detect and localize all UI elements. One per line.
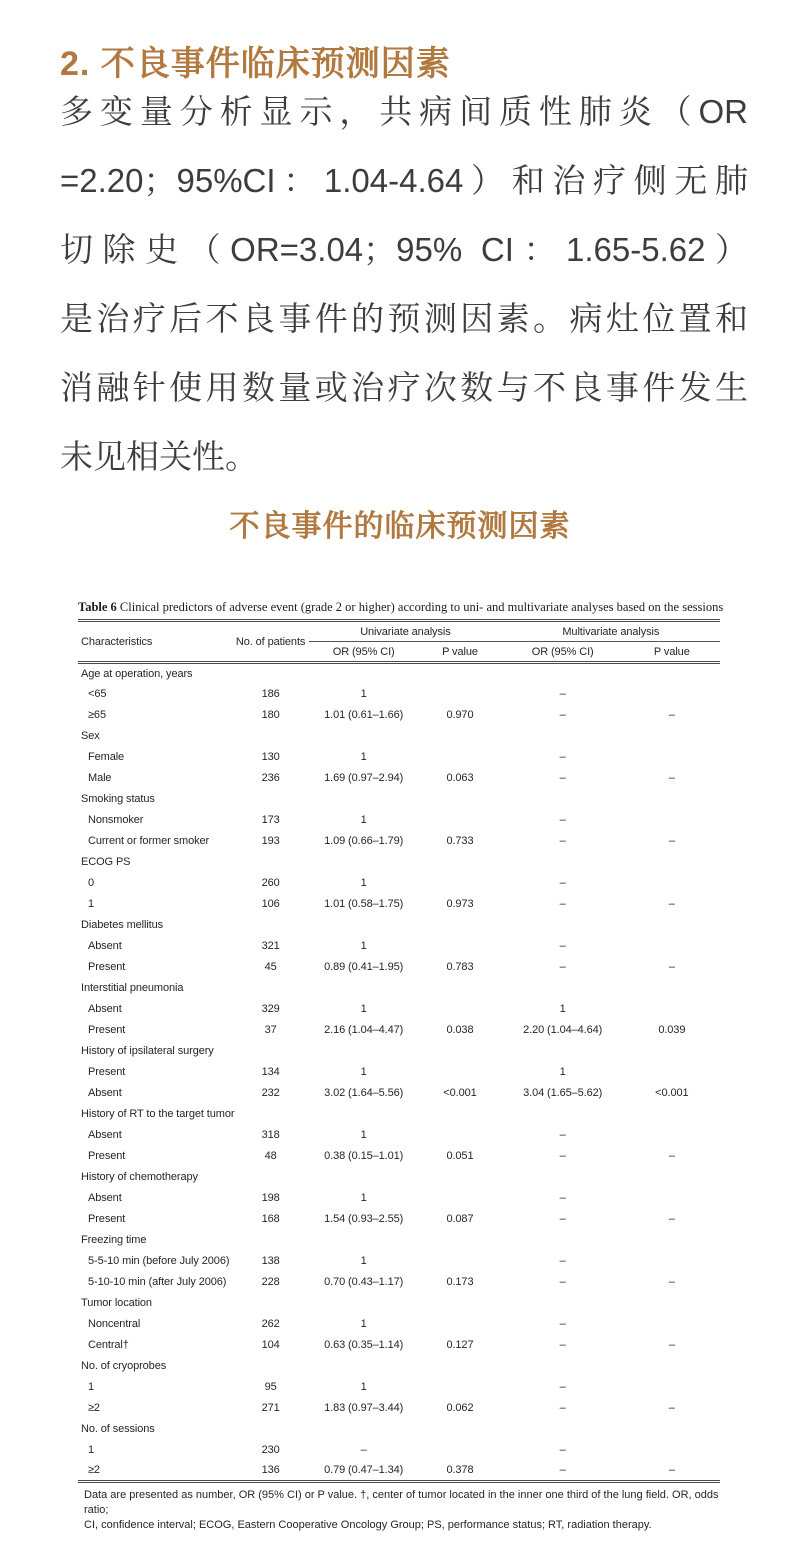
cell-multi-p: –: [668, 1464, 675, 1477]
cell-uni-p: [418, 873, 501, 894]
header-multi-p-value: P value: [624, 642, 720, 663]
table-section-row: [78, 726, 720, 747]
data-table: [78, 619, 720, 1483]
cell-no-of-patients: 230: [261, 1444, 280, 1456]
cell-no-of-patients: 262: [261, 1318, 280, 1330]
cell-uni-p: [418, 747, 501, 768]
cell-multi-or: –: [559, 1402, 566, 1414]
cell-no-of-patients: 198: [261, 1192, 280, 1204]
cell-no-of-patients: 260: [261, 877, 280, 889]
cell-no-of-patients: 173: [261, 814, 280, 826]
cell-no-of-patients: 228: [261, 1276, 280, 1288]
cell-multi-p: [624, 873, 720, 894]
cell-no-of-patients: 104: [261, 1339, 280, 1351]
row-label: 0: [88, 877, 95, 889]
table-data-row: [78, 768, 720, 789]
cell-multi-p: 0.039: [658, 1024, 686, 1036]
cell-uni-or: 1.69 (0.97–2.94): [324, 772, 404, 784]
cell-uni-p: 0.970: [446, 709, 474, 721]
cell-uni-or: 0.89 (0.41–1.95): [324, 961, 404, 973]
table-section-row: [78, 1041, 720, 1062]
cell-uni-p: <0.001: [443, 1087, 477, 1099]
cell-uni-or: 1.54 (0.93–2.55): [324, 1213, 404, 1225]
paragraph-line: 切除史（OR=3.04；95% CI：1.65-5.62）: [60, 231, 748, 268]
row-label: Present: [88, 1024, 126, 1036]
row-label: Absent: [88, 1129, 122, 1141]
cell-multi-or: –: [559, 688, 566, 700]
cell-uni-or: 1: [360, 1381, 367, 1393]
table-title-text: Clinical predictors of adverse event (grade 2 or higher) according to uni- and multivariate analyses based on the sessions: [116, 600, 724, 614]
table-section-row: [78, 1230, 720, 1251]
row-section-label: Tumor location: [81, 1297, 152, 1309]
cell-multi-p: –: [668, 898, 675, 910]
table-section-row: [78, 1167, 720, 1188]
table-caption-cn: 不良事件的临床预测因素: [229, 510, 571, 543]
row-label: Present: [88, 1213, 126, 1225]
cell-no-of-patients: 318: [261, 1129, 280, 1141]
cell-multi-p: –: [668, 835, 675, 847]
cell-multi-p: [624, 810, 720, 831]
cell-multi-or: 3.04 (1.65–5.62): [523, 1087, 603, 1099]
cell-uni-p: 0.378: [446, 1464, 474, 1477]
row-label: Absent: [88, 1003, 122, 1015]
cell-uni-p: [418, 1125, 501, 1146]
cell-multi-or: –: [559, 1150, 566, 1162]
row-label: 5-10-10 min (after July 2006): [88, 1276, 227, 1288]
cell-uni-p: 0.973: [446, 898, 474, 910]
cell-multi-p: –: [668, 1276, 675, 1288]
cell-multi-or: –: [559, 898, 566, 910]
row-section-label: Diabetes mellitus: [81, 919, 164, 931]
footnote-line: CI, confidence interval; ECOG, Eastern Cooperative Oncology Group; PS, performance status; RT, radiation therapy.: [84, 1519, 652, 1531]
row-label: Present: [88, 1150, 126, 1162]
cell-multi-or: –: [559, 1129, 566, 1141]
row-section-label: Interstitial pneumonia: [81, 982, 184, 994]
footnote-line: Data are presented as number, OR (95% CI) or P value. †, center of tumor located in the inner one third of the lung field. OR, odds ratio;: [84, 1489, 719, 1516]
row-label: Absent: [88, 1087, 122, 1099]
table-data-row: [78, 1146, 720, 1167]
row-label: Nonsmoker: [88, 814, 144, 826]
table-data-row: [78, 1335, 720, 1356]
section-heading: 2. 不良事件临床预测因素: [60, 45, 451, 83]
cell-multi-or: –: [559, 1192, 566, 1204]
table-data-row: [78, 705, 720, 726]
header-multi-or-ci: OR (95% CI): [502, 642, 624, 663]
cell-uni-or: 1: [360, 940, 367, 952]
cell-no-of-patients: 186: [261, 688, 280, 700]
table-data-row: [78, 1461, 720, 1482]
cell-no-of-patients: 95: [264, 1381, 277, 1393]
table-data-row: [78, 1083, 720, 1104]
cell-multi-p: [624, 936, 720, 957]
paragraph-line: 是治疗后不良事件的预测因素。病灶位置和: [60, 300, 748, 337]
cell-multi-or: –: [559, 709, 566, 721]
cell-multi-p: [624, 684, 720, 705]
cell-multi-or: 1: [559, 1066, 566, 1078]
cell-uni-or: 1: [360, 1129, 367, 1141]
clinical-predictors-table: [78, 600, 724, 1533]
header-no-of-patients: No. of patients: [232, 621, 309, 663]
cell-no-of-patients: 130: [261, 751, 280, 763]
paragraph-line: 未见相关性。: [60, 438, 258, 475]
table-data-row: [78, 747, 720, 768]
row-label: Male: [88, 772, 112, 784]
table-data-row: [78, 831, 720, 852]
cell-no-of-patients: 168: [261, 1213, 280, 1225]
row-label: <65: [88, 688, 107, 700]
row-label: Central†: [88, 1339, 129, 1351]
cell-uni-or: 1: [360, 1066, 367, 1078]
table-data-row: [78, 1209, 720, 1230]
cell-multi-p: [624, 1062, 720, 1083]
cell-uni-p: 0.783: [446, 961, 474, 973]
row-section-label: No. of sessions: [81, 1423, 155, 1435]
row-label: ≥2: [88, 1402, 100, 1414]
row-label: Absent: [88, 1192, 122, 1204]
cell-no-of-patients: 106: [261, 898, 280, 910]
cell-uni-p: 0.127: [446, 1339, 474, 1351]
paragraph-line: =2.20；95%CI：1.04-4.64）和治疗侧无肺: [60, 162, 748, 199]
row-section-label: Freezing time: [81, 1234, 147, 1246]
cell-no-of-patients: 180: [261, 709, 280, 721]
cell-uni-p: 0.087: [446, 1213, 474, 1225]
cell-multi-or: –: [559, 1318, 566, 1330]
cell-multi-p: [624, 1188, 720, 1209]
cell-uni-or: 0.70 (0.43–1.17): [324, 1276, 404, 1288]
cell-multi-or: 2.20 (1.04–4.64): [523, 1024, 603, 1036]
cell-multi-p: [624, 1377, 720, 1398]
cell-uni-or: 1: [360, 1192, 367, 1204]
cell-uni-p: 0.062: [446, 1402, 474, 1414]
header-multivariate-analysis: Multivariate analysis: [502, 621, 720, 642]
header-univariate-analysis: Univariate analysis: [309, 621, 502, 642]
table-data-row: [78, 1440, 720, 1461]
cell-uni-or: 1: [360, 877, 367, 889]
cell-multi-p: –: [668, 961, 675, 973]
cell-multi-p: –: [668, 1150, 675, 1162]
row-section-label: Smoking status: [81, 793, 155, 805]
cell-uni-or: 0.63 (0.35–1.14): [324, 1339, 404, 1351]
row-label: Present: [88, 1066, 126, 1078]
cell-uni-p: 0.051: [446, 1150, 474, 1162]
row-label: ≥65: [88, 709, 106, 721]
row-label: 1: [88, 1444, 95, 1456]
cell-multi-p: [624, 1251, 720, 1272]
table-section-row: [78, 1356, 720, 1377]
row-label: Present: [88, 961, 126, 973]
cell-multi-or: –: [559, 877, 566, 889]
row-section-label: History of ipsilateral surgery: [81, 1045, 214, 1057]
cell-uni-p: 0.063: [446, 772, 474, 784]
table-data-row: [78, 1062, 720, 1083]
cell-multi-p: [624, 1440, 720, 1461]
table-data-row: [78, 1272, 720, 1293]
table-section-row: [78, 1104, 720, 1125]
table-data-row: [78, 1314, 720, 1335]
table-data-row: [78, 1377, 720, 1398]
cell-no-of-patients: 271: [261, 1402, 280, 1414]
cell-multi-p: <0.001: [655, 1087, 689, 1099]
cell-multi-p: [624, 747, 720, 768]
cell-no-of-patients: 321: [261, 940, 280, 952]
cell-multi-or: –: [559, 814, 566, 826]
table-section-row: [78, 915, 720, 936]
body-paragraph: [60, 77, 748, 491]
cell-multi-p: –: [668, 1213, 675, 1225]
cell-uni-or: 2.16 (1.04–4.47): [324, 1024, 404, 1036]
table-data-row: [78, 1125, 720, 1146]
cell-multi-or: 1: [559, 1003, 566, 1015]
table-data-row: [78, 873, 720, 894]
cell-multi-p: –: [668, 1339, 675, 1351]
cell-uni-or: 1: [360, 688, 367, 700]
cell-uni-p: [418, 1062, 501, 1083]
cell-multi-or: –: [559, 772, 566, 784]
table-section-row: [78, 663, 720, 684]
cell-uni-p: [418, 1377, 501, 1398]
row-label: Current or former smoker: [88, 835, 210, 847]
table-section-row: [78, 789, 720, 810]
cell-uni-or: 1.83 (0.97–3.44): [324, 1402, 404, 1414]
row-section-label: History of RT to the target tumor: [81, 1108, 235, 1120]
row-section-label: Age at operation, years: [81, 667, 193, 680]
cell-no-of-patients: 45: [264, 961, 277, 973]
cell-uni-p: [418, 810, 501, 831]
cell-uni-or: 0.79 (0.47–1.34): [324, 1464, 404, 1477]
cell-multi-or: –: [559, 1381, 566, 1393]
cell-uni-or: 1: [360, 751, 367, 763]
row-section-label: Sex: [81, 730, 100, 742]
table-data-row: [78, 936, 720, 957]
cell-multi-or: –: [559, 1339, 566, 1351]
cell-multi-p: –: [668, 772, 675, 784]
cell-uni-p: [418, 999, 501, 1020]
row-label: 5-5-10 min (before July 2006): [88, 1255, 230, 1267]
cell-multi-p: –: [668, 709, 675, 721]
table-section-row: [78, 1419, 720, 1440]
cell-uni-or: –: [360, 1444, 367, 1456]
cell-uni-or: 3.02 (1.64–5.56): [324, 1087, 404, 1099]
cell-multi-or: –: [559, 1276, 566, 1288]
row-label: Female: [88, 751, 125, 763]
cell-no-of-patients: 232: [261, 1087, 280, 1099]
row-label: ≥2: [88, 1464, 100, 1477]
cell-multi-or: –: [559, 1464, 566, 1477]
cell-uni-or: 0.38 (0.15–1.01): [324, 1150, 404, 1162]
cell-multi-or: –: [559, 940, 566, 952]
cell-multi-or: –: [559, 751, 566, 763]
cell-uni-p: [418, 1440, 501, 1461]
cell-uni-p: 0.038: [446, 1024, 474, 1036]
header-characteristics: Characteristics: [78, 621, 232, 663]
cell-uni-or: 1.01 (0.61–1.66): [324, 709, 404, 721]
table-section-row: [78, 978, 720, 999]
cell-uni-p: [418, 684, 501, 705]
cell-multi-p: [624, 999, 720, 1020]
cell-multi-or: –: [559, 1444, 566, 1456]
cell-uni-p: [418, 1188, 501, 1209]
row-label: 1: [88, 898, 95, 910]
table-data-row: [78, 1020, 720, 1041]
cell-uni-p: 0.173: [446, 1276, 474, 1288]
cell-uni-or: 1.01 (0.58–1.75): [324, 898, 404, 910]
cell-uni-or: 1: [360, 814, 367, 826]
cell-multi-or: –: [559, 1213, 566, 1225]
table-data-row: [78, 1398, 720, 1419]
cell-multi-or: –: [559, 1255, 566, 1267]
cell-no-of-patients: 134: [261, 1066, 280, 1078]
cell-multi-or: –: [559, 961, 566, 973]
cell-no-of-patients: 37: [264, 1024, 277, 1036]
table-title: [78, 600, 724, 615]
cell-uni-or: 1: [360, 1003, 367, 1015]
cell-no-of-patients: 193: [261, 835, 280, 847]
table-data-row: [78, 684, 720, 705]
row-label: Absent: [88, 940, 122, 952]
cell-no-of-patients: 138: [261, 1255, 280, 1267]
table-title-number: Table 6: [78, 600, 117, 614]
cell-multi-p: [624, 1314, 720, 1335]
table-section-row: [78, 852, 720, 873]
table-body: [78, 663, 720, 1482]
table-data-row: [78, 810, 720, 831]
cell-no-of-patients: 48: [264, 1150, 277, 1162]
table-data-row: [78, 1251, 720, 1272]
table-section-row: [78, 1293, 720, 1314]
table-footnote: [78, 1488, 720, 1533]
cell-uni-or: 1: [360, 1318, 367, 1330]
cell-uni-p: [418, 1314, 501, 1335]
cell-uni-or: 1.09 (0.66–1.79): [324, 835, 404, 847]
row-section-label: ECOG PS: [81, 856, 131, 868]
row-label: 1: [88, 1381, 95, 1393]
paragraph-line: 消融针使用数量或治疗次数与不良事件发生: [60, 369, 748, 406]
paragraph-line: 多变量分析显示，共病间质性肺炎（OR: [60, 93, 748, 130]
cell-uni-p: [418, 936, 501, 957]
row-section-label: No. of cryoprobes: [81, 1360, 167, 1372]
row-section-label: History of chemotherapy: [81, 1171, 198, 1183]
cell-multi-p: –: [668, 1402, 675, 1414]
cell-no-of-patients: 136: [261, 1464, 280, 1477]
header-uni-or-ci: OR (95% CI): [309, 642, 418, 663]
cell-no-of-patients: 329: [261, 1003, 280, 1015]
cell-no-of-patients: 236: [261, 772, 280, 784]
cell-multi-or: –: [559, 835, 566, 847]
cell-multi-p: [624, 1125, 720, 1146]
table-data-row: [78, 894, 720, 915]
table-header: [78, 621, 720, 663]
header-uni-p-value: P value: [418, 642, 501, 663]
row-label: Noncentral: [88, 1318, 141, 1330]
cell-uni-or: 1: [360, 1255, 367, 1267]
table-data-row: [78, 957, 720, 978]
table-data-row: [78, 1188, 720, 1209]
cell-uni-p: 0.733: [446, 835, 474, 847]
cell-uni-p: [418, 1251, 501, 1272]
table-data-row: [78, 999, 720, 1020]
